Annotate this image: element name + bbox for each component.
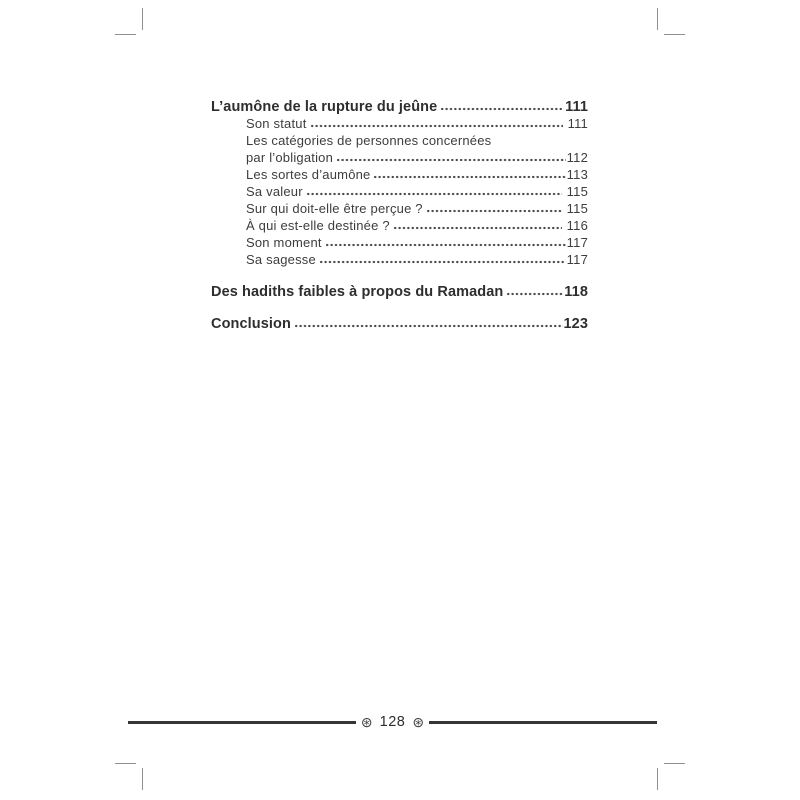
toc-row — [211, 116, 588, 133]
toc-row — [211, 284, 588, 301]
toc-row — [211, 235, 588, 252]
toc-entry-label: Sur qui doit-elle être perçue ? — [246, 201, 423, 216]
dot-leader — [373, 175, 565, 179]
toc — [211, 99, 588, 333]
toc-entry-label: Son statut — [246, 116, 307, 131]
dot-leader — [506, 292, 563, 296]
toc-entry-page-number: 115 — [562, 184, 588, 199]
toc-entry-label: L’aumône de la rupture du jeûne — [211, 99, 438, 115]
crop-mark-top-right-vertical — [657, 8, 658, 30]
dot-leader — [319, 260, 566, 264]
toc-entry-label: Les catégories de personnes concernées — [246, 133, 492, 148]
page-footer — [128, 712, 657, 732]
dot-leader — [306, 192, 562, 196]
toc-entry-page-number: 115 — [562, 201, 588, 216]
toc-entry-label: Sa valeur — [246, 184, 303, 199]
crop-mark-bottom-left-horizontal — [115, 763, 136, 764]
ornament-icon: ⊛ — [412, 714, 425, 730]
toc-entry-page-number: 112 — [566, 150, 588, 165]
toc-entry-page-number: 113 — [566, 167, 588, 182]
toc-entry-page-number: 123 — [563, 316, 588, 332]
crop-mark-bottom-right-horizontal — [664, 763, 685, 764]
toc-entry-label: À qui est-elle destinée ? — [246, 218, 390, 233]
toc-row — [211, 252, 588, 269]
footer-rule-left — [128, 721, 356, 724]
toc-entry-page-number: 117 — [566, 235, 588, 250]
dot-leader — [426, 209, 562, 213]
toc-entry-page-number: 116 — [562, 218, 588, 233]
dot-leader — [440, 107, 564, 111]
crop-mark-bottom-right-vertical — [657, 768, 658, 790]
toc-entry-page-number: 118 — [564, 284, 588, 300]
dot-leader — [325, 243, 566, 247]
toc-row — [211, 316, 588, 333]
toc-entry-page-number: 111 — [563, 116, 588, 131]
page-number: 128 — [379, 713, 406, 730]
dot-leader — [336, 158, 566, 162]
footer-rule-right — [429, 721, 657, 724]
ornament-icon: ⊛ — [360, 714, 373, 730]
crop-mark-top-left-vertical — [142, 8, 143, 30]
toc-row — [211, 201, 588, 218]
toc-entry-label: Sa sagesse — [246, 252, 316, 267]
dot-leader — [393, 226, 562, 230]
crop-mark-top-right-horizontal — [664, 34, 685, 35]
toc-entry-page-number: 111 — [565, 99, 588, 115]
toc-row — [211, 218, 588, 235]
toc-entry-label: Les sortes d’aumône — [246, 167, 371, 182]
toc-row — [211, 167, 588, 184]
toc-entry-label: Son moment — [246, 235, 322, 250]
toc-entry-label: Conclusion — [211, 316, 291, 332]
toc-row — [211, 184, 588, 201]
dot-leader — [294, 324, 563, 328]
crop-mark-top-left-horizontal — [115, 34, 136, 35]
toc-row — [211, 133, 588, 150]
toc-entry-label: par l’obligation — [246, 150, 334, 165]
crop-mark-bottom-left-vertical — [142, 768, 143, 790]
toc-row — [211, 99, 588, 116]
toc-entry-label: Des hadiths faibles à propos du Ramadan — [211, 284, 504, 300]
dot-leader — [310, 124, 563, 128]
toc-entry-page-number: 117 — [566, 252, 588, 267]
toc-row — [211, 150, 588, 167]
